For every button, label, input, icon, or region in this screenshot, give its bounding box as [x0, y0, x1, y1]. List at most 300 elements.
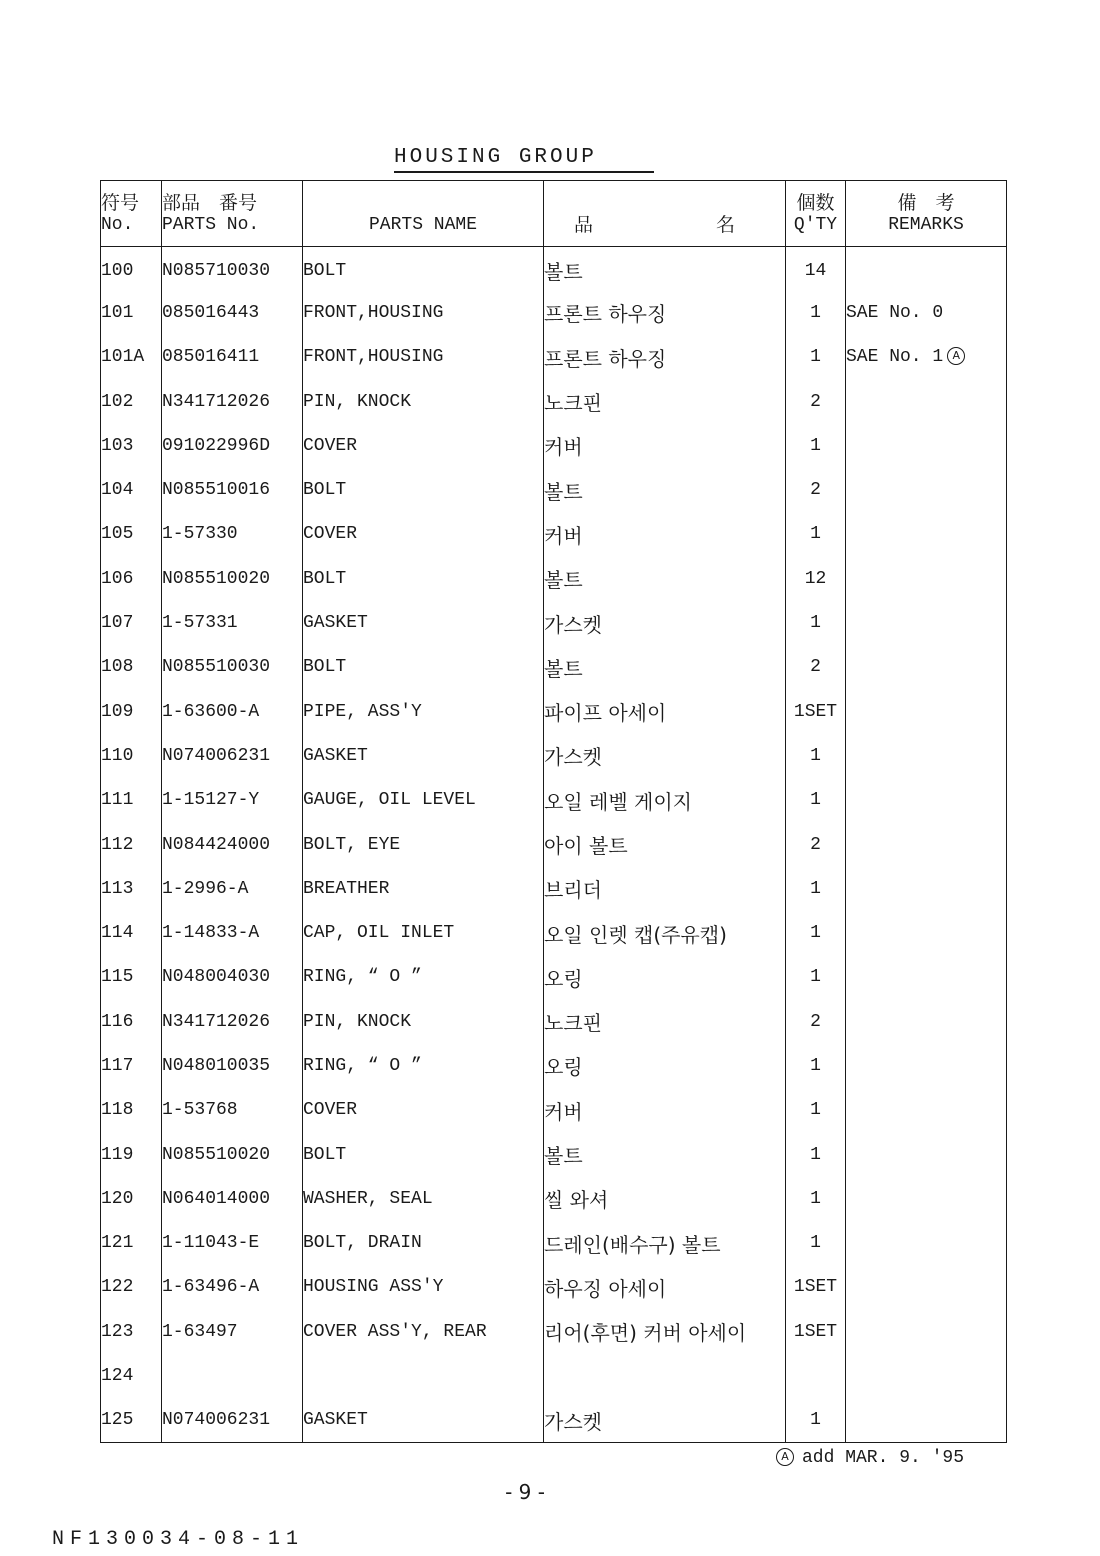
cell-part-no-text: N085510030 [162, 657, 271, 678]
cell-item-no [101, 557, 162, 601]
cell-korean-name-text: 볼트 [544, 568, 583, 593]
cell-part-name-text: FRONT,HOUSING [303, 347, 444, 368]
cell-remarks [846, 424, 1007, 468]
cell-item-no-text: 103 [101, 435, 134, 456]
cell-part-name-text: GAUGE, OIL LEVEL [303, 790, 476, 811]
cell-part-no-text: 1-15127-Y [162, 790, 260, 811]
cell-korean-name-text: 아이 볼트 [544, 834, 628, 858]
cell-item-no-text: 124 [101, 1366, 134, 1387]
cell-part-no-text: 1-63497 [162, 1321, 238, 1342]
cell-part-name-text: RING, “ O ” [303, 967, 422, 988]
cell-korean-name-text: 프론트 하우징 [544, 302, 667, 327]
cell-part-name [303, 1044, 544, 1088]
cell-part-name [303, 911, 544, 955]
cell-item-no-text: 113 [101, 878, 134, 899]
cell-korean-name-text: 오일 레벨 게이지 [544, 789, 692, 814]
table-row [101, 734, 1007, 778]
cell-item-no [101, 689, 162, 733]
cell-korean-name-text: 드레인(배수구) 볼트 [544, 1232, 721, 1257]
table-row [101, 822, 1007, 866]
cell-part-name-text: BOLT, EYE [303, 834, 401, 855]
cell-part-no-text: 085016443 [162, 302, 260, 323]
cell-remarks [846, 335, 1007, 379]
revision-mark-icon: A [947, 347, 965, 365]
cell-item-no [101, 867, 162, 911]
cell-item-no-text: 119 [101, 1144, 134, 1165]
cell-korean-name-text: 하우징 아세이 [544, 1276, 667, 1301]
cell-korean-name [544, 1088, 786, 1132]
cell-korean-name [544, 822, 786, 866]
cell-qty [786, 911, 846, 955]
cell-korean-name [544, 1221, 786, 1265]
cell-remarks [846, 512, 1007, 556]
cell-korean-name [544, 335, 786, 379]
cell-korean-name [544, 1177, 786, 1221]
cell-part-name [303, 822, 544, 866]
table-row [101, 335, 1007, 379]
table-row [101, 911, 1007, 955]
cell-remarks [846, 1310, 1007, 1354]
cell-korean-name-text: 씰 와셔 [544, 1188, 609, 1213]
cell-part-name-text: BOLT [303, 657, 347, 678]
cell-item-no [101, 734, 162, 778]
cell-item-no [101, 424, 162, 468]
cell-qty-text: 2 [810, 480, 821, 501]
cell-part-name-text: WASHER, SEAL [303, 1188, 433, 1209]
cell-part-no-text: 1-53768 [162, 1100, 238, 1121]
cell-korean-name [544, 645, 786, 689]
cell-korean-name [544, 778, 786, 822]
parts-table [100, 180, 1007, 1443]
cell-qty [786, 1265, 846, 1309]
cell-korean-name [544, 379, 786, 423]
cell-part-name-text: FRONT,HOUSING [303, 302, 444, 323]
cell-part-no [162, 601, 303, 645]
cell-korean-name [544, 247, 786, 291]
cell-part-no-text: N048004030 [162, 967, 271, 988]
cell-item-no-text: 121 [101, 1233, 134, 1254]
cell-part-no-text: 085016411 [162, 347, 260, 368]
table-row [101, 468, 1007, 512]
cell-remarks [846, 557, 1007, 601]
header-no-en: No. [101, 214, 134, 235]
table-row [101, 645, 1007, 689]
cell-qty [786, 867, 846, 911]
cell-korean-name-text: 파이프 아세이 [544, 701, 667, 726]
cell-part-name-text: COVER [303, 1100, 358, 1121]
revision-note [776, 1448, 964, 1468]
cell-qty [786, 1000, 846, 1044]
cell-qty-text: 1 [810, 302, 821, 323]
header-remarks-jp: 備 考 [897, 191, 955, 214]
cell-korean-name [544, 424, 786, 468]
cell-part-name [303, 734, 544, 778]
cell-qty-text: 1 [810, 524, 821, 545]
cell-korean-name [544, 1354, 786, 1398]
cell-qty [786, 1310, 846, 1354]
document-number: NF130034-08-11 [52, 1528, 305, 1551]
cell-item-no-text: 106 [101, 568, 134, 589]
cell-item-no-text: 118 [101, 1100, 134, 1121]
cell-part-no-text: N085510020 [162, 568, 271, 589]
cell-part-no [162, 734, 303, 778]
table-header [101, 181, 1007, 247]
cell-qty-text: 1 [810, 1100, 821, 1121]
cell-part-no-text: 1-2996-A [162, 878, 249, 899]
cell-part-name-text: BOLT [303, 260, 347, 281]
cell-item-no [101, 1398, 162, 1442]
cell-remarks [846, 822, 1007, 866]
cell-qty-text: 1 [810, 1233, 821, 1254]
cell-remarks [846, 1044, 1007, 1088]
cell-part-name [303, 424, 544, 468]
cell-qty-text: 1SET [793, 1321, 838, 1342]
cell-qty [786, 335, 846, 379]
cell-part-no [162, 1132, 303, 1176]
cell-korean-name [544, 1000, 786, 1044]
cell-item-no [101, 1000, 162, 1044]
cell-item-no-text: 109 [101, 701, 134, 722]
cell-part-name-text: GASKET [303, 745, 368, 766]
cell-item-no-text: 123 [101, 1321, 134, 1342]
cell-korean-name-text: 가스켓 [544, 612, 602, 637]
table-row [101, 601, 1007, 645]
cell-part-name [303, 247, 544, 291]
cell-qty-text: 1SET [793, 1277, 838, 1298]
cell-korean-name [544, 955, 786, 999]
cell-item-no-text: 115 [101, 967, 134, 988]
cell-korean-name [544, 1310, 786, 1354]
cell-part-name-text: BREATHER [303, 878, 390, 899]
cell-item-no-text: 104 [101, 480, 134, 501]
cell-remarks [846, 601, 1007, 645]
cell-remarks [846, 867, 1007, 911]
cell-part-no [162, 379, 303, 423]
cell-part-name [303, 1265, 544, 1309]
cell-item-no-text: 101 [101, 302, 134, 323]
cell-part-name-text: GASKET [303, 1410, 368, 1431]
cell-korean-name [544, 557, 786, 601]
cell-qty-text: 1 [810, 435, 821, 456]
cell-part-no-text: 1-57330 [162, 524, 238, 545]
cell-qty [786, 291, 846, 335]
cell-korean-name [544, 1132, 786, 1176]
cell-qty [786, 734, 846, 778]
cell-korean-name [544, 911, 786, 955]
cell-korean-name [544, 468, 786, 512]
cell-part-name-text: PIPE, ASS'Y [303, 701, 422, 722]
cell-part-name [303, 1221, 544, 1265]
cell-part-no-text: 1-63496-A [162, 1277, 260, 1298]
cell-item-no [101, 335, 162, 379]
cell-part-no-text: N074006231 [162, 1410, 271, 1431]
table-row [101, 1044, 1007, 1088]
cell-part-no [162, 1044, 303, 1088]
cell-qty-text: 1 [810, 347, 821, 368]
cell-item-no [101, 379, 162, 423]
cell-qty [786, 1088, 846, 1132]
header-kanji-1: 品 [574, 213, 594, 236]
cell-item-no [101, 1221, 162, 1265]
header-qty [786, 181, 846, 247]
cell-korean-name-text: 볼트 [544, 656, 583, 681]
cell-korean-name-text: 오일 인렛 캡(주유캡) [544, 922, 727, 947]
cell-part-no-text: 1-57331 [162, 613, 238, 634]
cell-part-no [162, 468, 303, 512]
cell-remarks [846, 911, 1007, 955]
cell-korean-name [544, 689, 786, 733]
cell-remarks [846, 1398, 1007, 1442]
cell-korean-name-text: 커버 [544, 435, 583, 460]
cell-part-name [303, 557, 544, 601]
cell-qty [786, 778, 846, 822]
cell-item-no-text: 116 [101, 1011, 134, 1032]
cell-qty-text: 2 [810, 391, 821, 412]
header-remarks-en: REMARKS [888, 214, 964, 235]
cell-part-no [162, 955, 303, 999]
cell-korean-name-text: 가스켓 [544, 1409, 602, 1434]
table-row [101, 379, 1007, 423]
cell-item-no-text: 108 [101, 657, 134, 678]
cell-korean-name [544, 1398, 786, 1442]
cell-part-no-text: N085710030 [162, 260, 271, 281]
cell-remarks [846, 1354, 1007, 1398]
cell-part-no [162, 247, 303, 291]
header-parts-no-en: PARTS No. [162, 214, 260, 235]
cell-korean-name-text: 볼트 [544, 1144, 583, 1169]
cell-part-name-text: CAP, OIL INLET [303, 923, 455, 944]
cell-qty [786, 557, 846, 601]
cell-item-no [101, 955, 162, 999]
cell-qty [786, 955, 846, 999]
cell-qty [786, 1221, 846, 1265]
cell-item-no [101, 601, 162, 645]
cell-korean-name-text: 가스켓 [544, 745, 602, 770]
cell-korean-name-text: 노크핀 [544, 391, 602, 416]
cell-item-no-text: 100 [101, 260, 134, 281]
cell-part-no-text: N084424000 [162, 834, 271, 855]
revision-mark-icon: A [776, 1448, 794, 1466]
page-title: HOUSING GROUP [394, 146, 654, 173]
cell-korean-name [544, 291, 786, 335]
cell-part-no [162, 1310, 303, 1354]
cell-part-no [162, 424, 303, 468]
cell-part-name-text: COVER [303, 524, 358, 545]
cell-remarks-text: SAE No. 0 [846, 302, 944, 323]
cell-remarks [846, 645, 1007, 689]
cell-korean-name [544, 1265, 786, 1309]
cell-part-name [303, 689, 544, 733]
cell-korean-name-text: 볼트 [544, 479, 583, 504]
cell-remarks [846, 734, 1007, 778]
cell-part-no [162, 911, 303, 955]
cell-remarks [846, 1221, 1007, 1265]
cell-qty-text: 1 [810, 878, 821, 899]
cell-qty [786, 247, 846, 291]
cell-part-name-text: COVER ASS'Y, REAR [303, 1321, 487, 1342]
cell-remarks-text: SAE No. 1 [846, 347, 944, 368]
table-row [101, 867, 1007, 911]
cell-qty [786, 1354, 846, 1398]
cell-qty-text: 1 [810, 967, 821, 988]
cell-part-no-text: N085510016 [162, 480, 271, 501]
table-row [101, 1398, 1007, 1442]
cell-part-name [303, 1354, 544, 1398]
table-row [101, 1354, 1007, 1398]
revision-note-text: add MAR. 9. '95 [802, 1448, 965, 1468]
cell-part-no [162, 867, 303, 911]
cell-item-no-text: 117 [101, 1055, 134, 1076]
table-row [101, 1265, 1007, 1309]
cell-korean-name-text: 브리더 [544, 878, 602, 903]
cell-part-name-text: BOLT [303, 1144, 347, 1165]
cell-part-no-text: 1-63600-A [162, 701, 260, 722]
table-row [101, 1177, 1007, 1221]
cell-part-name [303, 468, 544, 512]
cell-korean-name-text: 리어(후면) 커버 아세이 [544, 1321, 747, 1346]
cell-item-no [101, 1177, 162, 1221]
cell-item-no-text: 101A [101, 347, 145, 368]
cell-part-name-text: PIN, KNOCK [303, 1011, 412, 1032]
cell-part-name [303, 1177, 544, 1221]
cell-part-name-text: RING, “ O ” [303, 1055, 422, 1076]
cell-item-no [101, 247, 162, 291]
table-body [101, 247, 1007, 1443]
cell-korean-name [544, 601, 786, 645]
cell-qty-text: 2 [810, 1011, 821, 1032]
cell-part-no-text: N085510020 [162, 1144, 271, 1165]
cell-part-no [162, 512, 303, 556]
cell-qty-text: 1 [810, 790, 821, 811]
cell-part-no [162, 645, 303, 689]
table-row [101, 1000, 1007, 1044]
cell-item-no [101, 468, 162, 512]
header-kanji-2: 名 [715, 213, 735, 236]
cell-part-no-text: N341712026 [162, 391, 271, 412]
cell-qty [786, 822, 846, 866]
cell-part-no [162, 1088, 303, 1132]
cell-part-name [303, 1000, 544, 1044]
table-row [101, 689, 1007, 733]
cell-item-no [101, 1354, 162, 1398]
cell-part-name [303, 512, 544, 556]
table-row [101, 778, 1007, 822]
cell-qty-text: 1 [810, 745, 821, 766]
cell-item-no [101, 645, 162, 689]
cell-item-no-text: 102 [101, 391, 134, 412]
cell-part-name [303, 1088, 544, 1132]
cell-part-no-text: N074006231 [162, 745, 271, 766]
cell-part-no [162, 822, 303, 866]
cell-remarks [846, 379, 1007, 423]
cell-remarks [846, 468, 1007, 512]
table-row [101, 557, 1007, 601]
cell-qty-text: 1 [810, 1055, 821, 1076]
cell-part-name-text: COVER [303, 435, 358, 456]
cell-item-no [101, 512, 162, 556]
cell-qty [786, 601, 846, 645]
table-row [101, 1310, 1007, 1354]
cell-part-no [162, 335, 303, 379]
cell-qty [786, 645, 846, 689]
cell-qty-text: 1 [810, 1144, 821, 1165]
header-remarks [846, 181, 1007, 247]
cell-item-no-text: 107 [101, 613, 134, 634]
cell-qty [786, 512, 846, 556]
cell-item-no-text: 111 [101, 790, 134, 811]
cell-part-name [303, 955, 544, 999]
cell-qty-text: 2 [810, 834, 821, 855]
cell-part-name [303, 1398, 544, 1442]
cell-item-no-text: 120 [101, 1188, 134, 1209]
header-qty-en: Q'TY [793, 214, 838, 235]
cell-part-no [162, 1398, 303, 1442]
cell-part-no-text: N048010035 [162, 1055, 271, 1076]
cell-korean-name-text: 볼트 [544, 260, 583, 285]
cell-korean-name [544, 867, 786, 911]
cell-part-no [162, 1177, 303, 1221]
cell-korean-name-text: 커버 [544, 1099, 583, 1124]
cell-qty-text: 2 [810, 657, 821, 678]
cell-qty [786, 379, 846, 423]
cell-item-no [101, 1310, 162, 1354]
cell-remarks [846, 1265, 1007, 1309]
cell-part-name [303, 1132, 544, 1176]
cell-qty [786, 1132, 846, 1176]
cell-part-name [303, 379, 544, 423]
cell-part-name-text: BOLT [303, 568, 347, 589]
cell-item-no [101, 778, 162, 822]
cell-item-no-text: 105 [101, 524, 134, 545]
cell-remarks [846, 955, 1007, 999]
header-parts-no-jp: 部品 番号 [162, 191, 258, 214]
cell-korean-name [544, 1044, 786, 1088]
table-row [101, 1221, 1007, 1265]
cell-item-no [101, 1265, 162, 1309]
cell-part-name-text: BOLT, DRAIN [303, 1233, 422, 1254]
header-parts-no [162, 181, 303, 247]
cell-qty-text: 12 [804, 568, 827, 589]
cell-part-no-text: 1-11043-E [162, 1233, 260, 1254]
cell-part-no [162, 1354, 303, 1398]
cell-remarks [846, 247, 1007, 291]
cell-item-no-text: 110 [101, 745, 134, 766]
cell-part-name [303, 778, 544, 822]
cell-korean-name [544, 512, 786, 556]
cell-part-no [162, 1221, 303, 1265]
cell-remarks [846, 1177, 1007, 1221]
cell-qty-text: 1SET [793, 701, 838, 722]
cell-qty [786, 1044, 846, 1088]
cell-korean-name-text: 오링 [544, 966, 583, 991]
cell-korean-name-text: 프론트 하우징 [544, 346, 667, 371]
cell-part-no [162, 778, 303, 822]
cell-qty-text: 1 [810, 1410, 821, 1431]
cell-korean-name-text: 오링 [544, 1055, 583, 1080]
cell-qty [786, 689, 846, 733]
table-row [101, 1132, 1007, 1176]
cell-part-name [303, 1310, 544, 1354]
cell-part-name-text: PIN, KNOCK [303, 391, 412, 412]
cell-part-name-text: GASKET [303, 613, 368, 634]
cell-part-name [303, 645, 544, 689]
cell-qty [786, 424, 846, 468]
cell-qty [786, 468, 846, 512]
page-number: - 9 - [505, 1480, 545, 1504]
cell-part-name [303, 867, 544, 911]
header-no-jp: 符号 [101, 191, 140, 214]
cell-part-no-text: 1-14833-A [162, 923, 260, 944]
